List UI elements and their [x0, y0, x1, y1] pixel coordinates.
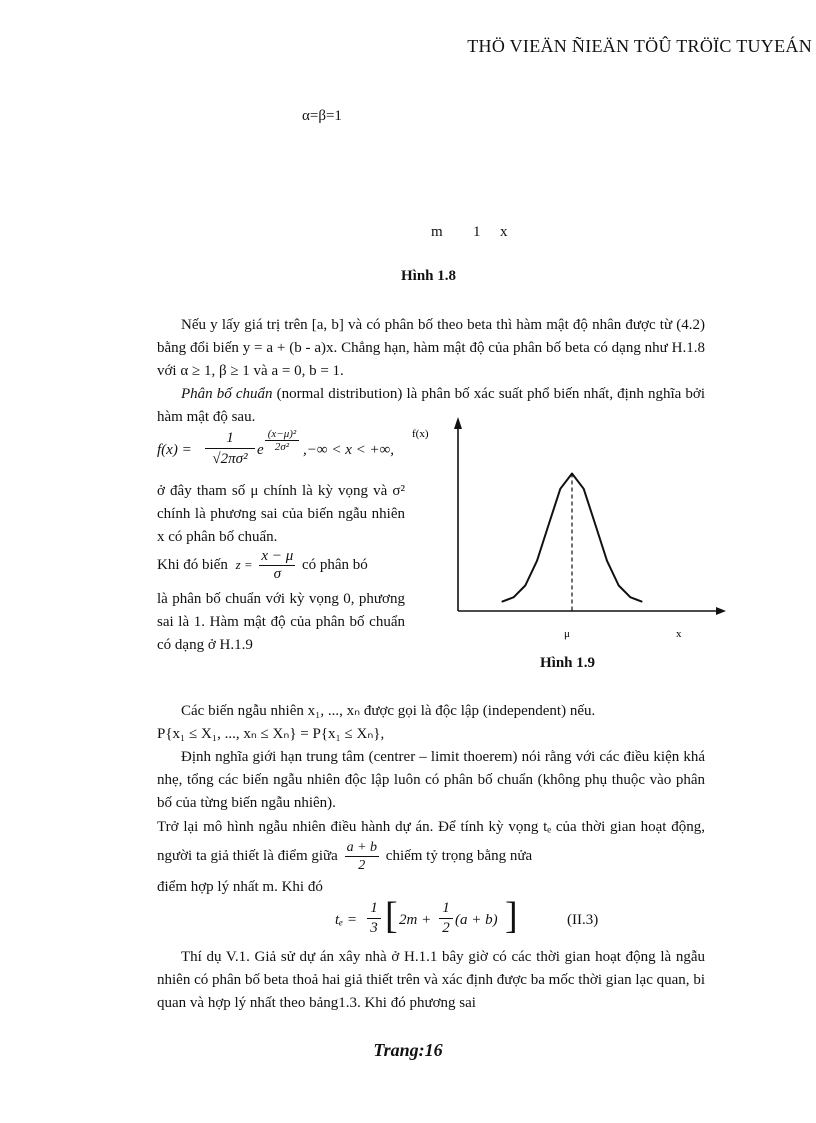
curve-point — [548, 524, 549, 525]
formula-normal-exp-den: 2σ² — [274, 441, 290, 453]
formula-te-f1-den: 3 — [370, 920, 378, 936]
normal-term: Phân bố chuẩn — [181, 386, 273, 402]
paragraph-example — [157, 946, 705, 1015]
paragraph-z-variable — [157, 548, 407, 583]
formula-te-bracket-left: [ — [385, 895, 398, 937]
formula-normal-exp-num: (x−μ)² — [265, 428, 299, 441]
paragraph-normal-left — [157, 480, 405, 549]
formula-te-f2-den: 2 — [442, 920, 450, 936]
formula-te-inner-b: (a + b) — [455, 912, 498, 928]
paragraph-independence-text: Các biến ngẫu nhiên x₁, ..., xₙ được gọi là độc lập (independent) nếu. — [181, 703, 596, 719]
fig18-param-label: α=β=1 — [302, 108, 342, 124]
formula-normal-density — [157, 428, 417, 474]
formula-normal-lhs: f(x) = — [157, 442, 192, 458]
curve-point — [560, 488, 561, 489]
formula-te-lhs: tₑ = — [335, 912, 357, 928]
paragraph-normal-params: ở đây tham số μ chính là kỳ vọng và σ² chính là phương sai của biến ngẫu nhiên x có phân bố chuẩn. — [157, 483, 405, 545]
normal-intro-rest: (normal distribution) là phân bố xác suất phổ biến nhất, định nghĩa bởi hàm mật độ sau. — [157, 386, 705, 425]
formula-te-bracket-right: ] — [505, 895, 518, 937]
paragraph-example-text: Thí dụ V.1. Giả sử dự án xây nhà ở H.1.1 bây giờ có các thời gian hoạt động là ngẫu nhiên có phân bố beta thoả hai giả thiết trên và xác định được ba mốc thời gian lạc quan, bi quan và hợp lý nhất theo bảng1.3. Khi đó phương sai — [157, 949, 705, 1011]
formula-normal-den: √2πσ² — [212, 451, 248, 467]
paragraph-independence — [157, 700, 705, 815]
independence-formula: P{x₁ ≤ X₁, ..., xₙ ≤ Xₙ} = P{x₁ ≤ Xₙ}, — [157, 726, 385, 742]
z-text-b: có phân bó — [301, 556, 368, 573]
fig18-axis-label-m: m — [431, 224, 443, 240]
page-header: THÖ VIEÄN ÑIEÄN TÖÛ TRÖÏC TUYEÁN — [467, 36, 812, 56]
curve-point — [525, 585, 526, 586]
curve-point — [536, 560, 537, 561]
formula-te-f1-num: 1 — [367, 898, 381, 919]
normal-curve-group — [501, 473, 642, 611]
curve-point — [583, 488, 584, 489]
paragraph-expectation-a: Trở lại mô hình ngẫu nhiên điều hành dự án. Để tính kỳ vọng tₑ của thời gian hoạt động, người ta giả thiết là điểm giữa — [157, 819, 705, 864]
x-axis-label: x — [676, 628, 682, 640]
fig18-axis-label-1: 1 — [473, 224, 481, 240]
formula-te — [335, 895, 715, 944]
formula-normal-num: 1 — [205, 428, 255, 449]
curve-point — [641, 601, 642, 602]
formula-z-den: σ — [273, 566, 282, 582]
curve-point — [595, 524, 596, 525]
paragraph-standard-normal-text: là phân bố chuẩn với kỳ vọng 0, phương sai là 1. Hàm mật độ của phân bố chuẩn có dạng ở H.1.9 — [157, 591, 405, 653]
mu-tick-label: μ — [564, 628, 570, 640]
paragraph-expectation — [157, 816, 705, 874]
fig18-caption: Hình 1.8 — [401, 268, 457, 284]
formula-z-lhs: z = — [235, 556, 253, 572]
formula-normal-e: e — [257, 442, 264, 458]
formula-te-label: (II.3) — [567, 912, 599, 928]
formula-te-f2-num: 1 — [439, 898, 453, 919]
page-footer: Trang:16 — [373, 1040, 443, 1060]
fig19-chart — [410, 415, 730, 645]
formula-midpoint — [345, 839, 379, 874]
formula-midpoint-den: 2 — [358, 858, 366, 873]
formula-z-fraction — [259, 548, 295, 583]
x-axis-arrow — [716, 607, 726, 615]
curve-point — [618, 585, 619, 586]
curve-point — [606, 560, 607, 561]
curve-point — [513, 597, 514, 598]
formula-te-inner-a: 2m + — [399, 912, 432, 928]
paragraph-beta — [157, 314, 705, 429]
y-axis-arrow — [454, 417, 462, 429]
paragraph-expectation-b: chiếm tỷ trọng bằng nửa — [385, 847, 533, 864]
curve-point — [501, 601, 502, 602]
formula-normal-range: ,−∞ < x < +∞, — [303, 442, 395, 458]
y-axis-label: f(x) — [412, 428, 429, 440]
paragraph-standard-normal — [157, 588, 405, 657]
paragraph-clt: Định nghĩa giới hạn trung tâm (centrer – limit thoerem) nói rằng với các điều kiện khá nhẹ, tổng các biến ngẫu nhiên độc lập luôn có phân bố chuẩn (không phụ thuộc vào phân bố của từng biến ngẫu nhiên). — [157, 749, 705, 811]
paragraph-expectation-c: điểm hợp lý nhất m. Khi đó — [157, 879, 323, 895]
paragraph-beta-text: Nếu y lấy giá trị trên [a, b] và có phân bố theo beta thì hàm mật độ nhân được từ (4.2) bằng đổi biến y = a + (b - a)x. Chẳng hạn, hàm mật độ của phân bố beta có dạng như H.1.8 với α ≥ 1, β ≥ 1 và a = 0, b = 1. — [157, 317, 705, 379]
fig19-caption: Hình 1.9 — [540, 655, 596, 671]
fig18-axis-label-x: x — [500, 224, 508, 240]
curve-point — [630, 597, 631, 598]
formula-z-num: x − μ — [261, 548, 294, 564]
z-text-a: Khi đó biến — [157, 556, 228, 573]
formula-midpoint-num: a + b — [346, 840, 378, 855]
